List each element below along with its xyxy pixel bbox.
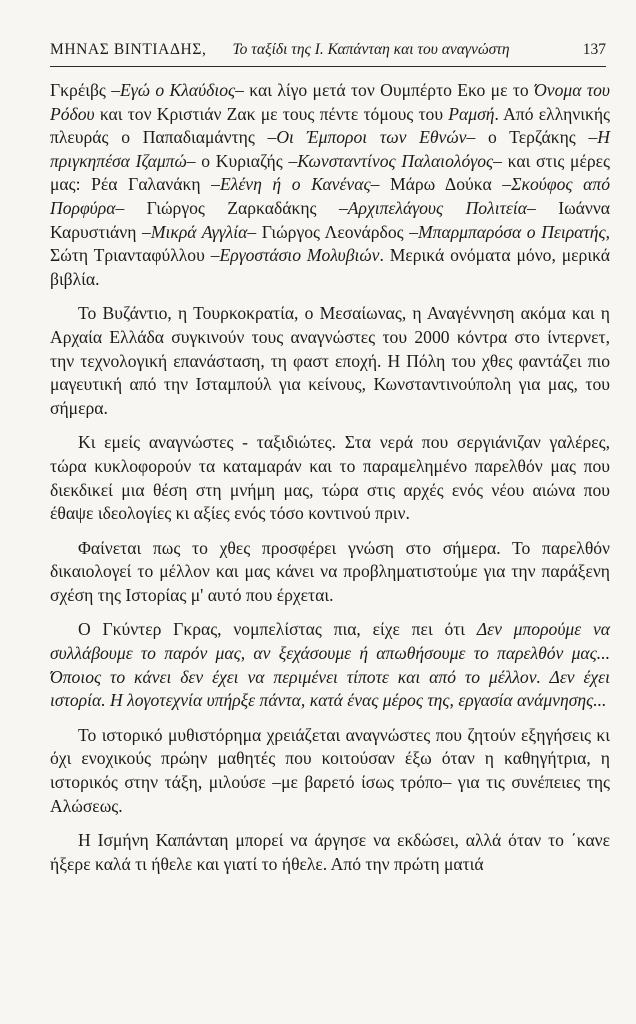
text-run: και τον Κριστιάν Ζακ με τους πέντε τόμους του: [94, 103, 449, 124]
header-author: ΜΗΝΑΣ ΒΙΝΤΙΑΔΗΣ,: [50, 41, 207, 58]
paragraph-7: [50, 829, 610, 876]
text-run: Το ιστορικό μυθιστόρημα χρειάζεται αναγνώστες που ζητούν εξηγήσεις κι όχι ενοχικούς πρώην μαθητές που κοιτούσαν έξω όταν η καθηγήτρια, η ιστορικός στην τάξη, μιλούσε –με βαρετό ίσως τρόπο– για τις συνέπειες της Αλώσεως.: [50, 724, 610, 816]
paragraph-3: [50, 431, 610, 525]
text-run: – και λίγο μετά τον Ουμπέρτο Εκο με το: [235, 80, 535, 100]
text-run: Η Ισμήνη Καπάνταη μπορεί να άργησε να εκδώσει, αλλά όταν το ΄κανε ήξερε καλά τι ήθελε και γιατί το ήθελε. Από την πρώτη ματιά: [50, 830, 610, 874]
italic-title-run: Μικρά Αγγλία: [150, 221, 248, 242]
text-run: , Σώτη Τριανταφύλλου –: [50, 221, 610, 266]
text-run: . Από ελληνικής πλευράς ο Παπαδιαμάντης –: [50, 103, 611, 148]
italic-title-run: Δεν μπορούμε να συλλάβουμε το παρόν μας, αν ξεχάσουμε ή απωθήσουμε το παρελθόν μας... Όποιος το κάνει δεν έχει να περιμένει τίποτε και από το μέλλον. Δεν έχει ιστορία. Η λογοτεχνία υπήρξε πάντα, κατά ένας μέρος της, εργασία ανάμνησης...: [50, 619, 610, 711]
paragraph-5: [50, 618, 610, 712]
italic-title-run: Αρχιπελάγους Πολιτεία: [347, 197, 527, 218]
page-number: 137: [582, 41, 606, 58]
italic-title-run: Η πριγκηπέσα Ιζαμπώ: [50, 127, 610, 171]
text-run: Φαίνεται πως το χθες προσφέρει γνώση στο σήμερα. Το παρελθόν δικαιολογεί το μέλλον και μας κάνει να προβληματιστούμε για την παράξενη σχέση της Ιστορίας μ' αυτό που έρχεται.: [50, 537, 610, 605]
italic-title-run: Εργοστάσιο Μολυβιών: [219, 245, 380, 266]
italic-title-run: Κωνσταντίνος Παλαιολόγος: [297, 150, 494, 171]
text-run: . Μερικά ονόματα μόνο, μερικά βιβλία.: [50, 245, 610, 289]
italic-title-run: Ραμσή: [448, 103, 495, 124]
italic-title-run: Σκούφος από Πορφύρα: [50, 174, 611, 218]
text-run: – Μάρω Δούκα –: [370, 174, 512, 195]
paragraph-2: [50, 302, 610, 420]
italic-title-run: Εγώ ο Κλαύδιος: [120, 80, 236, 100]
running-header: [50, 40, 606, 60]
text-run: Κι εμείς αναγνώστες - ταξιδιώτες. Στα νερά που σεργιάνιζαν γαλέρες, τώρα κυκλοφορούν τα καταμαράν και το παραμελημένο παρελθόν μας που διεκδικεί μια θέση στη μνήμη μας, τώρα στις αρχές ενός νέου αιώνα που έθαψε ιδεολογίες κι αξίες ενός τόσο κοντινού πριν.: [50, 432, 610, 524]
paragraph-1: [50, 79, 610, 291]
text-run: – Γιώργος Λεονάρδος –: [247, 221, 418, 242]
italic-title-run: Μπαρμπαρόσα ο Πειρατής: [418, 221, 606, 242]
text-run: Το Βυζάντιο, η Τουρκοκρατία, ο Μεσαίωνας, η Αναγέννηση ακόμα και η Αρχαία Ελλάδα συγκινούν τους αναγνώστες του 2000 κόντρα στο ίντερνετ, την τεχνολογική επανάσταση, τη φαστ εποχή. Η Πόλη του χθες φαντάζει πιο μαγευτική από την Ισταμπούλ για κείνους, Κωνσταντινούπολη για μας, του σήμερα.: [50, 303, 610, 418]
text-run: – Ιωάννα Καρυστιάνη –: [50, 197, 610, 242]
text-run: Γκρέιβς –: [50, 80, 121, 100]
text-run: Ο Γκύντερ Γκρας, νομπελίστας πια, είχε πει ότι: [78, 619, 477, 640]
italic-title-run: Ελένη ή ο Κανένας: [219, 174, 371, 195]
body-text: [50, 79, 610, 887]
text-run: – ο Τερζάκης –: [466, 127, 598, 148]
text-run: – και στις μέρες μας: Ρέα Γαλανάκη –: [50, 150, 610, 195]
paragraph-4: [50, 537, 610, 608]
italic-title-run: Όνομα του Ρόδου: [50, 80, 610, 124]
text-run: – Γιώργος Ζαρκαδάκης –: [115, 197, 348, 218]
paragraph-6: [50, 724, 610, 818]
header-title: Το ταξίδι της Ι. Καπάνταη και του αναγνώστη: [232, 41, 510, 58]
italic-title-run: Οι Έμποροι των Εθνών: [276, 127, 467, 148]
text-run: – ο Κυριαζής –: [186, 150, 298, 171]
header-rule: [50, 66, 606, 67]
